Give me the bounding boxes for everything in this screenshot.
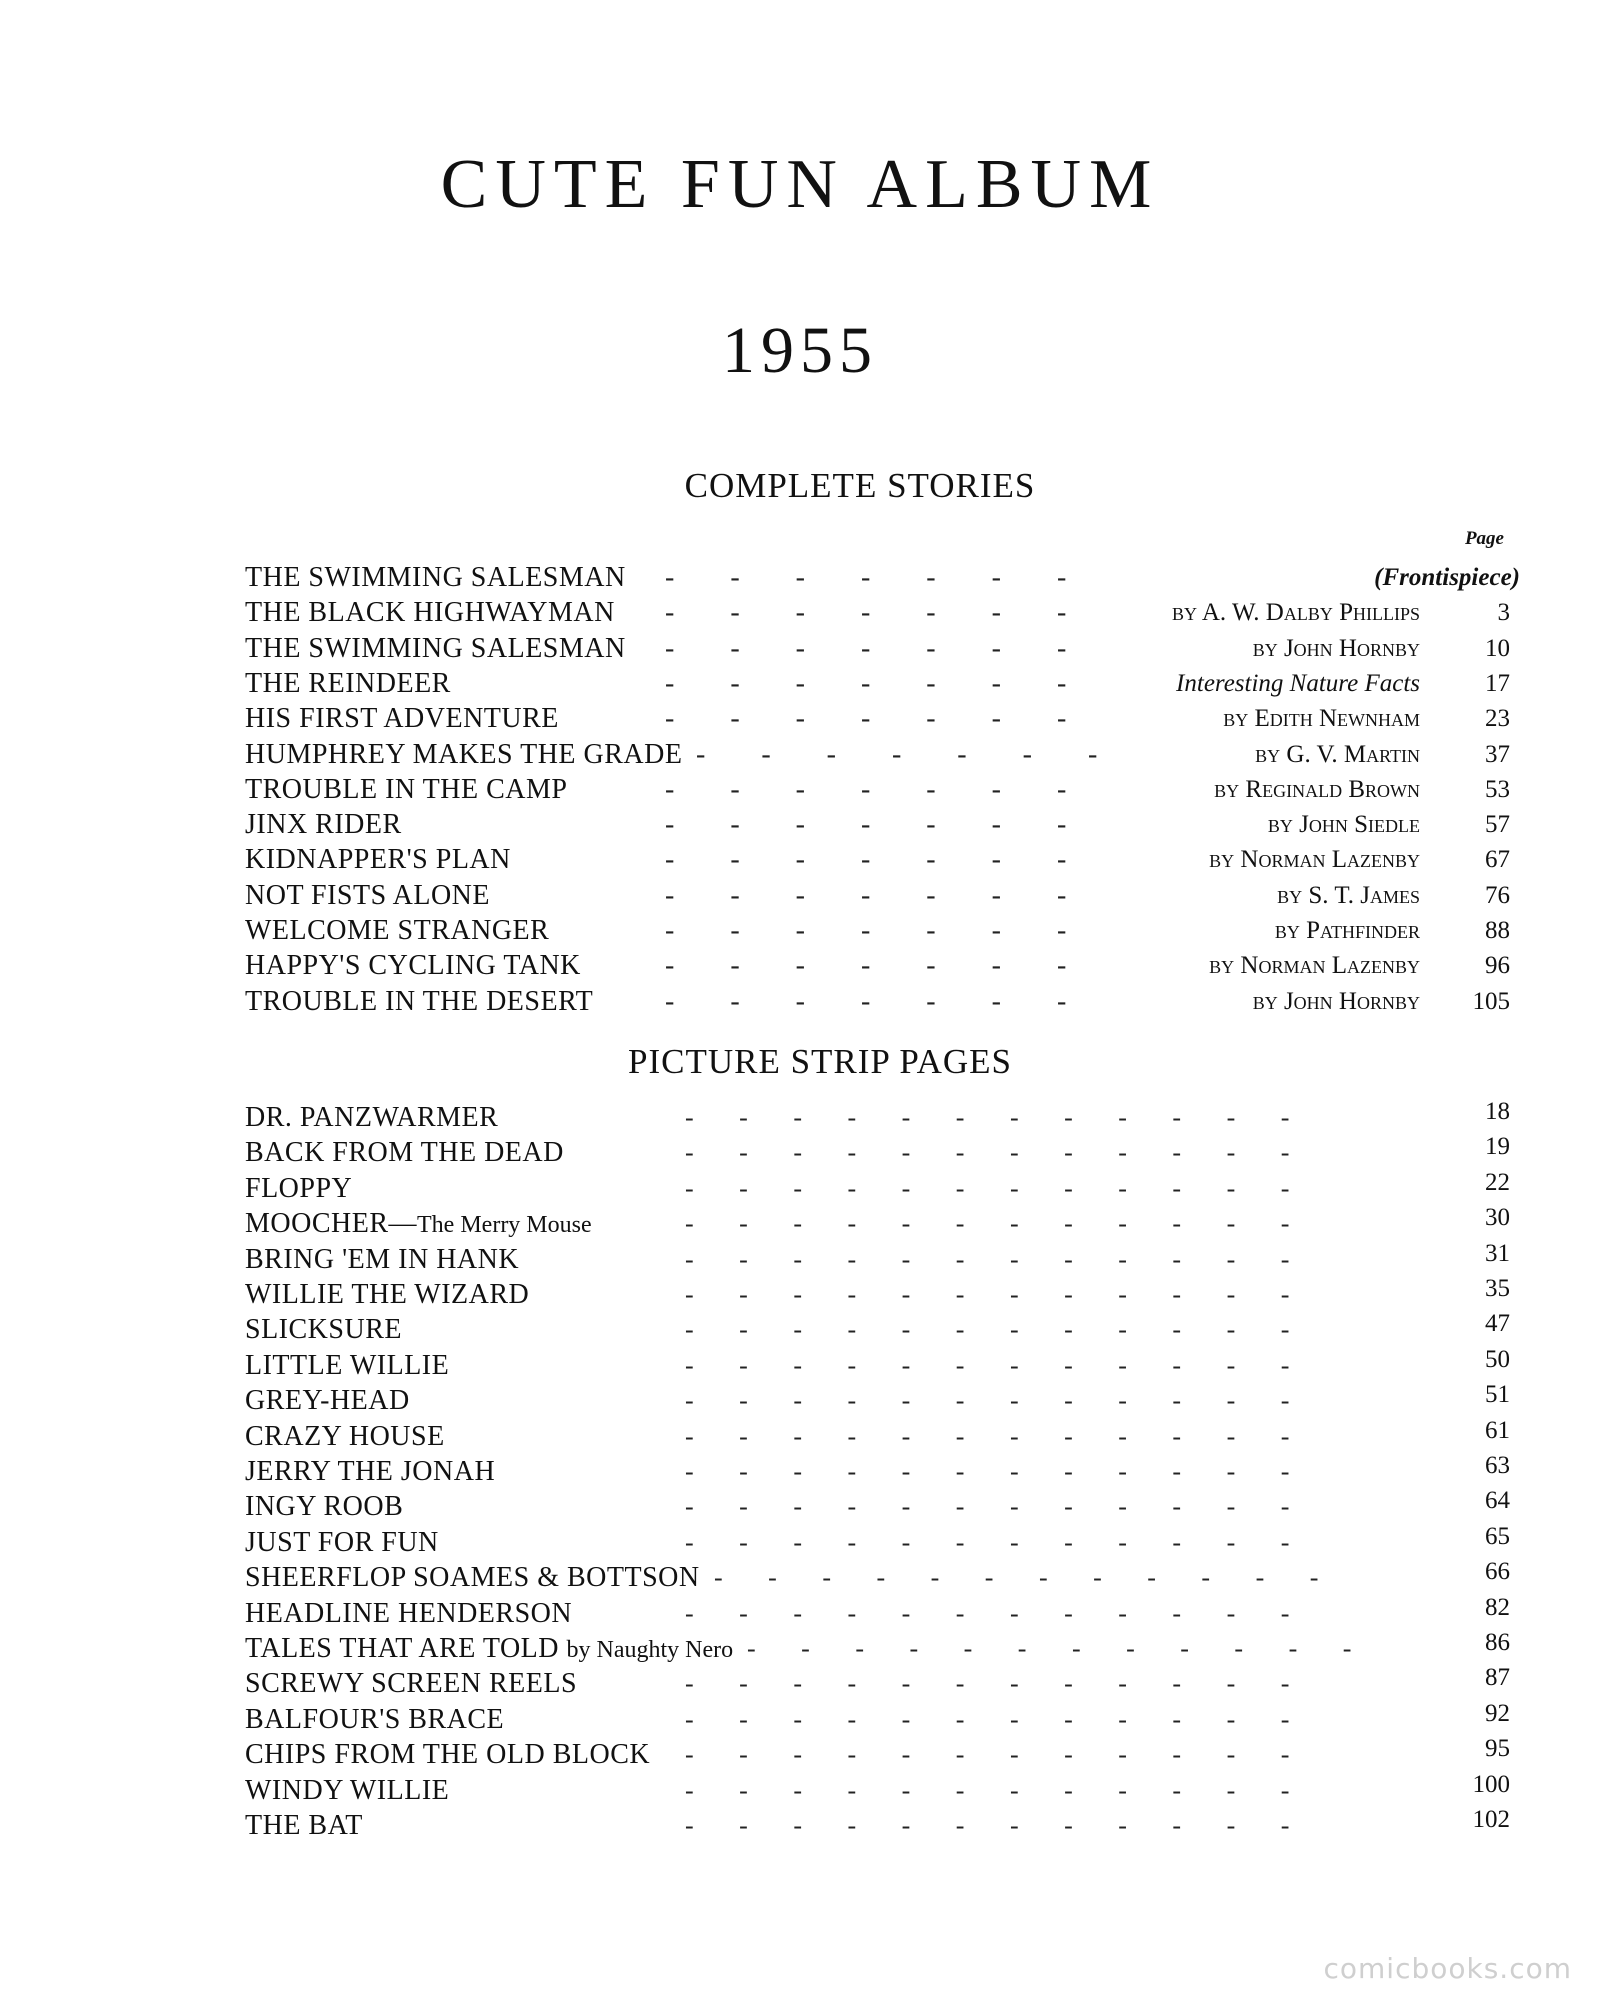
strip-row bbox=[245, 1381, 1510, 1417]
story-author: by John Hornby bbox=[1252, 987, 1420, 1015]
story-title: THE BLACK HIGHWAYMAN bbox=[245, 597, 615, 629]
page-number: 3 bbox=[1497, 599, 1510, 627]
strip-row bbox=[245, 1629, 1510, 1665]
story-author: by S. T. James bbox=[1277, 881, 1420, 909]
story-row bbox=[245, 844, 1510, 876]
album-title: CUTE FUN ALBUM bbox=[440, 146, 1160, 223]
leader-dashes: - - - - - - - - - - - - bbox=[685, 1386, 1290, 1416]
strip-title-text: WINDY WILLIE bbox=[245, 1774, 450, 1806]
leader-dashes: - - - - - - - bbox=[665, 915, 1067, 946]
strip-title bbox=[245, 1173, 352, 1205]
strip-title-text: FLOPPY bbox=[245, 1172, 353, 1204]
strip-title bbox=[245, 1102, 498, 1134]
site-watermark: comicbooks.com bbox=[1323, 1952, 1572, 1985]
story-title: NOT FISTS ALONE bbox=[245, 879, 491, 911]
story-title: HIS FIRST ADVENTURE bbox=[245, 703, 559, 735]
leader-dashes: - - - - - - - - - - - - bbox=[685, 1244, 1290, 1274]
page-number: 92 bbox=[1485, 1699, 1510, 1727]
leader-dashes: - - - - - - - - - - - - bbox=[685, 1350, 1290, 1380]
leader-dashes: - - - - - - - - - - - - bbox=[685, 1103, 1290, 1132]
strip-title-text: LITTLE WILLIE bbox=[245, 1349, 450, 1381]
leader-dashes: - - - - - - - bbox=[665, 879, 1067, 911]
strip-title bbox=[245, 1668, 577, 1700]
page-number: 10 bbox=[1485, 634, 1510, 662]
leader-dashes: - - - - - - - bbox=[665, 809, 1067, 841]
strip-title-text: SLICKSURE bbox=[245, 1314, 402, 1346]
leader-dashes: - - - - - - - - - - - - bbox=[685, 1492, 1290, 1522]
strip-row bbox=[245, 1487, 1510, 1523]
strip-title bbox=[245, 1421, 445, 1453]
strip-title bbox=[245, 1704, 504, 1736]
page-number: 18 bbox=[1485, 1098, 1510, 1125]
leader-dashes: - - - - - - - - - - - - bbox=[685, 1811, 1290, 1840]
strip-title-text: TALES THAT ARE TOLD bbox=[245, 1633, 559, 1664]
strip-title-text: MOOCHER— bbox=[245, 1208, 418, 1240]
strip-title bbox=[245, 1137, 564, 1169]
leader-dashes: - - - - - - - - - - - - bbox=[685, 1173, 1290, 1203]
strip-title-text: HEADLINE HENDERSON bbox=[245, 1597, 573, 1629]
strip-row bbox=[245, 1664, 1510, 1700]
leader-dashes: - - - - - - - - - - - - bbox=[685, 1775, 1290, 1805]
strip-title-text: CRAZY HOUSE bbox=[245, 1420, 445, 1452]
story-row bbox=[245, 739, 1510, 771]
leader-dashes: - - - - - - - bbox=[665, 844, 1067, 876]
strip-title bbox=[245, 1598, 572, 1630]
page-number: 76 bbox=[1485, 881, 1510, 909]
page-number: 30 bbox=[1485, 1204, 1510, 1232]
page-number: 50 bbox=[1485, 1345, 1510, 1373]
strip-title-text: INGY ROOB bbox=[245, 1491, 404, 1523]
leader-dashes: - - - - - - - bbox=[665, 632, 1067, 664]
strip-title-text: JUST FOR FUN bbox=[245, 1526, 439, 1558]
album-year: 1955 bbox=[722, 314, 878, 387]
strip-row bbox=[245, 1416, 1510, 1453]
strip-row bbox=[245, 1275, 1510, 1311]
leader-dashes: - - - - - - - bbox=[665, 667, 1067, 699]
strip-row bbox=[245, 1735, 1510, 1771]
strip-row bbox=[245, 1098, 1510, 1134]
page-number: 51 bbox=[1485, 1381, 1510, 1409]
strip-subtitle: by Naughty Nero bbox=[566, 1637, 734, 1663]
leader-dashes: - - - - - - - - - - - - bbox=[685, 1669, 1290, 1699]
strip-title bbox=[245, 1279, 529, 1311]
story-author: by G. V. Martin bbox=[1255, 740, 1420, 768]
page-number: 19 bbox=[1485, 1133, 1510, 1161]
story-author: by Norman Lazenby bbox=[1209, 952, 1420, 980]
page-number: 88 bbox=[1485, 917, 1510, 944]
strip-title-text: JERRY THE JONAH bbox=[245, 1456, 496, 1487]
story-author: Interesting Nature Facts bbox=[1176, 669, 1420, 697]
story-author: by Pathfinder bbox=[1274, 917, 1420, 944]
page-number: 57 bbox=[1485, 811, 1510, 839]
page-number: 95 bbox=[1485, 1735, 1510, 1763]
leader-dashes: - - - - - - - - - - - - bbox=[685, 1209, 1290, 1239]
strip-row bbox=[245, 1699, 1510, 1736]
page-number: 102 bbox=[1472, 1806, 1510, 1833]
story-author: by John Hornby bbox=[1252, 634, 1420, 662]
strip-title-text: SCREWY SCREEN REELS bbox=[245, 1668, 578, 1700]
strip-title-text: DR. PANZWARMER bbox=[245, 1102, 499, 1133]
strip-title-text: BRING 'EM IN HANK bbox=[245, 1243, 520, 1275]
story-title: JINX RIDER bbox=[245, 809, 402, 841]
story-author: (Frontispiece) bbox=[1374, 564, 1520, 591]
page-number: 96 bbox=[1485, 952, 1510, 980]
story-title: TROUBLE IN THE CAMP bbox=[245, 773, 568, 805]
strip-title-text: SHEERFLOP SOAMES & BOTTSON bbox=[245, 1562, 700, 1594]
strip-row bbox=[245, 1770, 1510, 1807]
strip-title bbox=[245, 1775, 449, 1807]
page-number: 87 bbox=[1485, 1664, 1510, 1692]
leader-dashes: - - - - - - - - - - - - bbox=[685, 1527, 1290, 1557]
leader-dashes: - - - - - - - bbox=[665, 950, 1067, 982]
story-row bbox=[245, 562, 1520, 594]
strip-subtitle: The Merry Mouse bbox=[417, 1212, 592, 1239]
strip-title bbox=[245, 1739, 650, 1771]
strip-row bbox=[245, 1345, 1510, 1382]
strip-title bbox=[245, 1491, 403, 1523]
story-row bbox=[245, 597, 1510, 629]
page-number: 65 bbox=[1485, 1522, 1510, 1550]
strip-title bbox=[245, 1562, 700, 1594]
leader-dashes: - - - - - - - bbox=[665, 562, 1067, 593]
story-row bbox=[245, 986, 1510, 1018]
story-title: THE SWIMMING SALESMAN bbox=[245, 632, 626, 664]
story-author: by Reginald Brown bbox=[1214, 775, 1420, 803]
page-number: 66 bbox=[1485, 1558, 1510, 1586]
leader-dashes: - - - - - - - - - - - - bbox=[685, 1598, 1290, 1628]
leader-dashes: - - - - - - - - - - - - bbox=[685, 1704, 1290, 1734]
story-title: HUMPHREY MAKES THE GRADE bbox=[245, 738, 683, 770]
leader-dashes: - - - - - - - bbox=[665, 703, 1067, 735]
page-number: 22 bbox=[1485, 1168, 1510, 1196]
story-row bbox=[245, 703, 1510, 735]
leader-dashes: - - - - - - - - - - - - bbox=[685, 1421, 1290, 1451]
page-number: 63 bbox=[1485, 1452, 1510, 1479]
leader-dashes: - - - - - - - - - - - - bbox=[685, 1280, 1290, 1309]
story-row bbox=[245, 633, 1510, 665]
strip-title bbox=[245, 1633, 733, 1666]
page-column-label: Page bbox=[1464, 528, 1504, 549]
strip-row bbox=[245, 1558, 1510, 1594]
strip-row bbox=[245, 1452, 1510, 1488]
strip-row bbox=[245, 1168, 1510, 1205]
page-number: 37 bbox=[1485, 740, 1510, 768]
page-number: 35 bbox=[1485, 1275, 1510, 1302]
strip-title bbox=[245, 1314, 402, 1346]
story-author: by Norman Lazenby bbox=[1209, 846, 1420, 874]
strip-title-text: THE BAT bbox=[245, 1810, 363, 1841]
story-row bbox=[245, 880, 1510, 912]
story-title: THE SWIMMING SALESMAN bbox=[245, 562, 626, 593]
page-number: 64 bbox=[1485, 1487, 1510, 1515]
picture-strip-heading: PICTURE STRIP PAGES bbox=[627, 1042, 1012, 1081]
leader-dashes: - - - - - - - - - - - - bbox=[685, 1740, 1290, 1770]
strip-row bbox=[245, 1133, 1510, 1169]
strip-row bbox=[245, 1806, 1510, 1842]
strip-row bbox=[245, 1310, 1510, 1346]
strip-row bbox=[245, 1239, 1510, 1276]
leader-dashes: - - - - - - - - - - - - bbox=[685, 1457, 1290, 1486]
strip-title bbox=[245, 1208, 592, 1241]
page-number: 100 bbox=[1472, 1770, 1510, 1798]
page-number: 47 bbox=[1485, 1310, 1510, 1338]
page-number: 105 bbox=[1472, 987, 1510, 1015]
leader-dashes: - - - - - - - - - - - - bbox=[747, 1634, 1352, 1663]
strip-title-text: CHIPS FROM THE OLD BLOCK bbox=[245, 1739, 651, 1771]
strip-row bbox=[245, 1522, 1510, 1559]
strip-title-text: BALFOUR'S BRACE bbox=[245, 1703, 505, 1735]
leader-dashes: - - - - - - - - - - - - bbox=[685, 1315, 1290, 1345]
page-number: 67 bbox=[1485, 846, 1510, 874]
strip-title-text: BACK FROM THE DEAD bbox=[245, 1137, 564, 1169]
story-title: HAPPY'S CYCLING TANK bbox=[245, 950, 581, 982]
page-number: 82 bbox=[1485, 1593, 1510, 1621]
leader-dashes: - - - - - - - bbox=[665, 773, 1067, 805]
page-number: 53 bbox=[1485, 775, 1510, 803]
story-row bbox=[245, 809, 1510, 841]
page-number: 31 bbox=[1485, 1239, 1510, 1267]
complete-stories-heading: COMPLETE STORIES bbox=[684, 466, 1036, 505]
leader-dashes: - - - - - - - bbox=[696, 738, 1098, 770]
story-title: WELCOME STRANGER bbox=[245, 915, 550, 946]
strip-title bbox=[245, 1527, 439, 1559]
story-row bbox=[245, 774, 1510, 806]
leader-dashes: - - - - - - - - - - - - bbox=[685, 1138, 1290, 1168]
story-row bbox=[245, 950, 1510, 982]
strip-title-text: GREY-HEAD bbox=[245, 1385, 410, 1417]
leader-dashes: - - - - - - - - - - - - bbox=[714, 1563, 1319, 1593]
strip-title bbox=[245, 1456, 495, 1488]
story-author: by John Siedle bbox=[1267, 811, 1420, 839]
strip-row bbox=[245, 1204, 1510, 1240]
page-number: 86 bbox=[1485, 1629, 1510, 1656]
story-title: THE REINDEER bbox=[245, 667, 451, 699]
strip-title bbox=[245, 1810, 363, 1842]
strip-title bbox=[245, 1244, 519, 1276]
page-number: 17 bbox=[1485, 669, 1510, 697]
strip-title bbox=[245, 1385, 410, 1417]
story-author: by Edith Newnham bbox=[1223, 705, 1420, 733]
page-number: 23 bbox=[1485, 705, 1510, 733]
story-author: by A. W. Dalby Phillips bbox=[1172, 599, 1420, 627]
story-title: KIDNAPPER'S PLAN bbox=[245, 844, 511, 876]
strip-title bbox=[245, 1350, 449, 1382]
story-row bbox=[245, 668, 1510, 700]
page-number: 61 bbox=[1485, 1416, 1510, 1444]
leader-dashes: - - - - - - - bbox=[665, 985, 1067, 1017]
strip-title-text: WILLIE THE WIZARD bbox=[245, 1279, 530, 1310]
strip-row bbox=[245, 1593, 1510, 1630]
story-row bbox=[245, 915, 1510, 947]
story-title: TROUBLE IN THE DESERT bbox=[245, 985, 594, 1017]
leader-dashes: - - - - - - - bbox=[665, 597, 1067, 629]
